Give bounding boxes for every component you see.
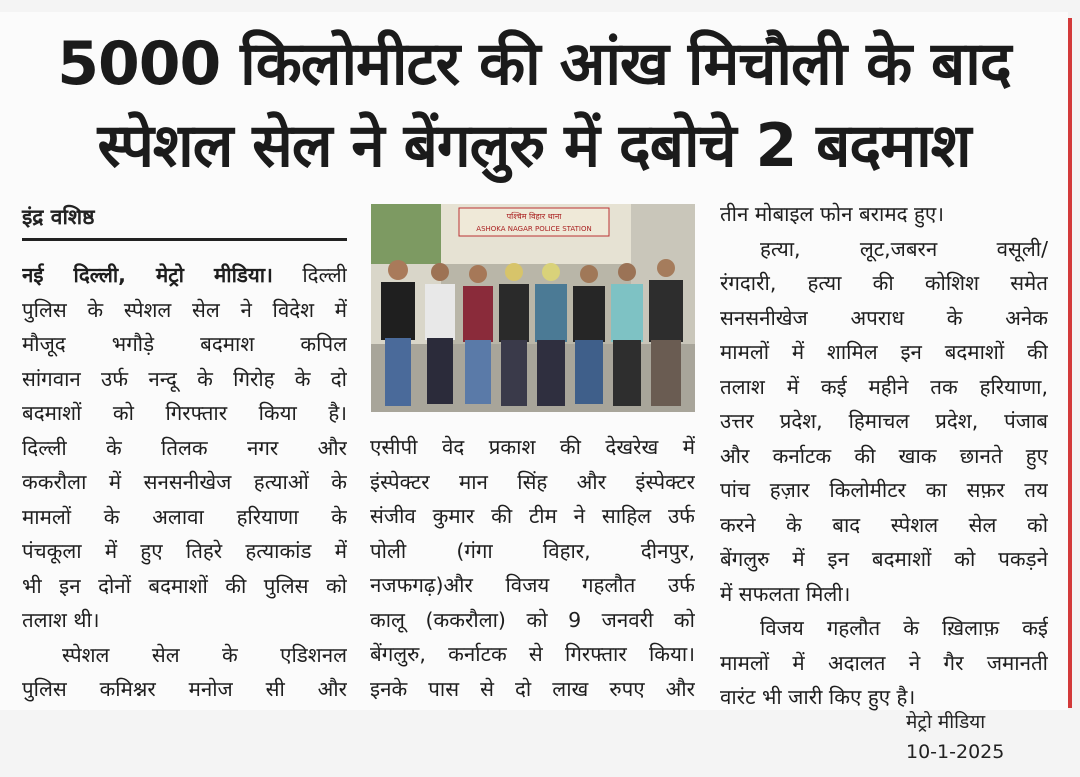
date-caption: 10-1-2025 [906, 741, 1005, 763]
headline-line-1: 5000 किलोमीटर की आंख मिचौली के बाद [57, 29, 1011, 99]
column-1-line: नई दिल्ली, मेट्रो मीडिया। दिल्ली [22, 263, 347, 287]
column-3-line: विजय गहलौत के ख़िलाफ़ कई [760, 616, 1048, 640]
police-station-photo [371, 204, 695, 412]
byline: इंद्र वशिष्ठ [22, 205, 95, 229]
column-1-line: सांगवान उर्फ नन्दू के गिरोह के दो [22, 366, 347, 391]
column-3-line: मामलों में शामिल इन बदमाशों की [720, 340, 1048, 364]
column-2-line: पोली (गंगा विहार, दीनपुर, [370, 538, 695, 563]
article-column-3 [720, 197, 1048, 715]
column-2-line: नजफगढ़)और विजय गहलौत उर्फ [370, 573, 695, 597]
column-3-line: तलाश में कई महीने तक हरियाणा, [720, 374, 1048, 399]
column-1-line: ककरौला में सनसनीखेज हत्याओं के [22, 470, 347, 494]
article-column-1 [22, 258, 347, 707]
dateline: नई दिल्ली, मेट्रो मीडिया। [22, 263, 273, 287]
column-2-line: इंस्पेक्टर मान सिंह और इंस्पेक्टर [370, 469, 695, 494]
column-3-line: करने के बाद स्पेशल सेल को [720, 512, 1048, 537]
column-2-line: एसीपी वेद प्रकाश की देखरेख में [370, 435, 695, 459]
column-3-line: बेंगलुरु में इन बदमाशों को पकड़ने [720, 547, 1048, 571]
column-1-line: पंचकूला में हुए तिहरे हत्याकांड में [22, 539, 347, 563]
column-2-line: कालू (ककरौला) को 9 जनवरी को [370, 607, 695, 632]
column-2-line: बेंगलुरु, कर्नाटक से गिरफ्तार किया। [370, 642, 695, 666]
column-3-line: मामलों में अदालत ने गैर जमानती [720, 650, 1048, 675]
station-sign-hindi: पश्चिम विहार थाना [506, 212, 562, 221]
column-3-line: उत्तर प्रदेश, हिमाचल प्रदेश, पंजाब [720, 409, 1048, 433]
column-3-line: तीन मोबाइल फोन बरामद हुए। [720, 202, 945, 226]
column-3-line: रंगदारी, हत्या की कोशिश समेत [720, 271, 1048, 295]
column-1-line: मामलों के अलावा हरियाणा के [22, 504, 347, 529]
station-sign-english: ASHOKA NAGAR POLICE STATION [476, 225, 592, 233]
source-caption: मेट्रो मीडिया [906, 711, 986, 733]
column-3-line: वारंट भी जारी किए हुए है। [720, 685, 916, 709]
news-photo [371, 204, 695, 412]
column-1-line: भी इन दोनों बदमाशों की पुलिस को [22, 573, 347, 598]
headline-line-2: स्पेशल सेल ने बेंगलुरु में दबोचे 2 बदमाश [97, 111, 971, 181]
column-3-line: सनसनीखेज अपराध के अनेक [720, 305, 1048, 330]
column-3-line: में सफलता मिली। [720, 581, 851, 606]
column-3-line: हत्या, लूट,जबरन वसूली/ [760, 236, 1048, 261]
column-1-line: तलाश थी। [22, 608, 100, 632]
byline-rule [22, 238, 347, 241]
column-2-line: संजीव कुमार की टीम ने साहिल उर्फ [370, 504, 695, 528]
column-2-line: इनके पास से दो लाख रुपए और [370, 676, 695, 701]
column-1-line: मौजूद भगौड़े बदमाश कपिल [22, 332, 347, 356]
column-1-line: पुलिस के स्पेशल सेल ने विदेश में [22, 297, 347, 322]
column-3-line: और कर्नाटक की खाक छानते हुए [720, 443, 1048, 468]
column-3-line: पांच हज़ार किलोमीटर का सफ़र तय [720, 478, 1048, 502]
column-1-line: दिल्ली के तिलक नगर और [22, 435, 347, 460]
article-column-2 [370, 430, 695, 706]
column-1-line: स्पेशल सेल के एडिशनल [62, 642, 347, 667]
column-1-line: पुलिस कमिश्नर मनोज सी और [22, 677, 347, 701]
column-divider-red [1068, 18, 1072, 708]
column-1-line: बदमाशों को गिरफ्तार किया है। [22, 401, 347, 425]
